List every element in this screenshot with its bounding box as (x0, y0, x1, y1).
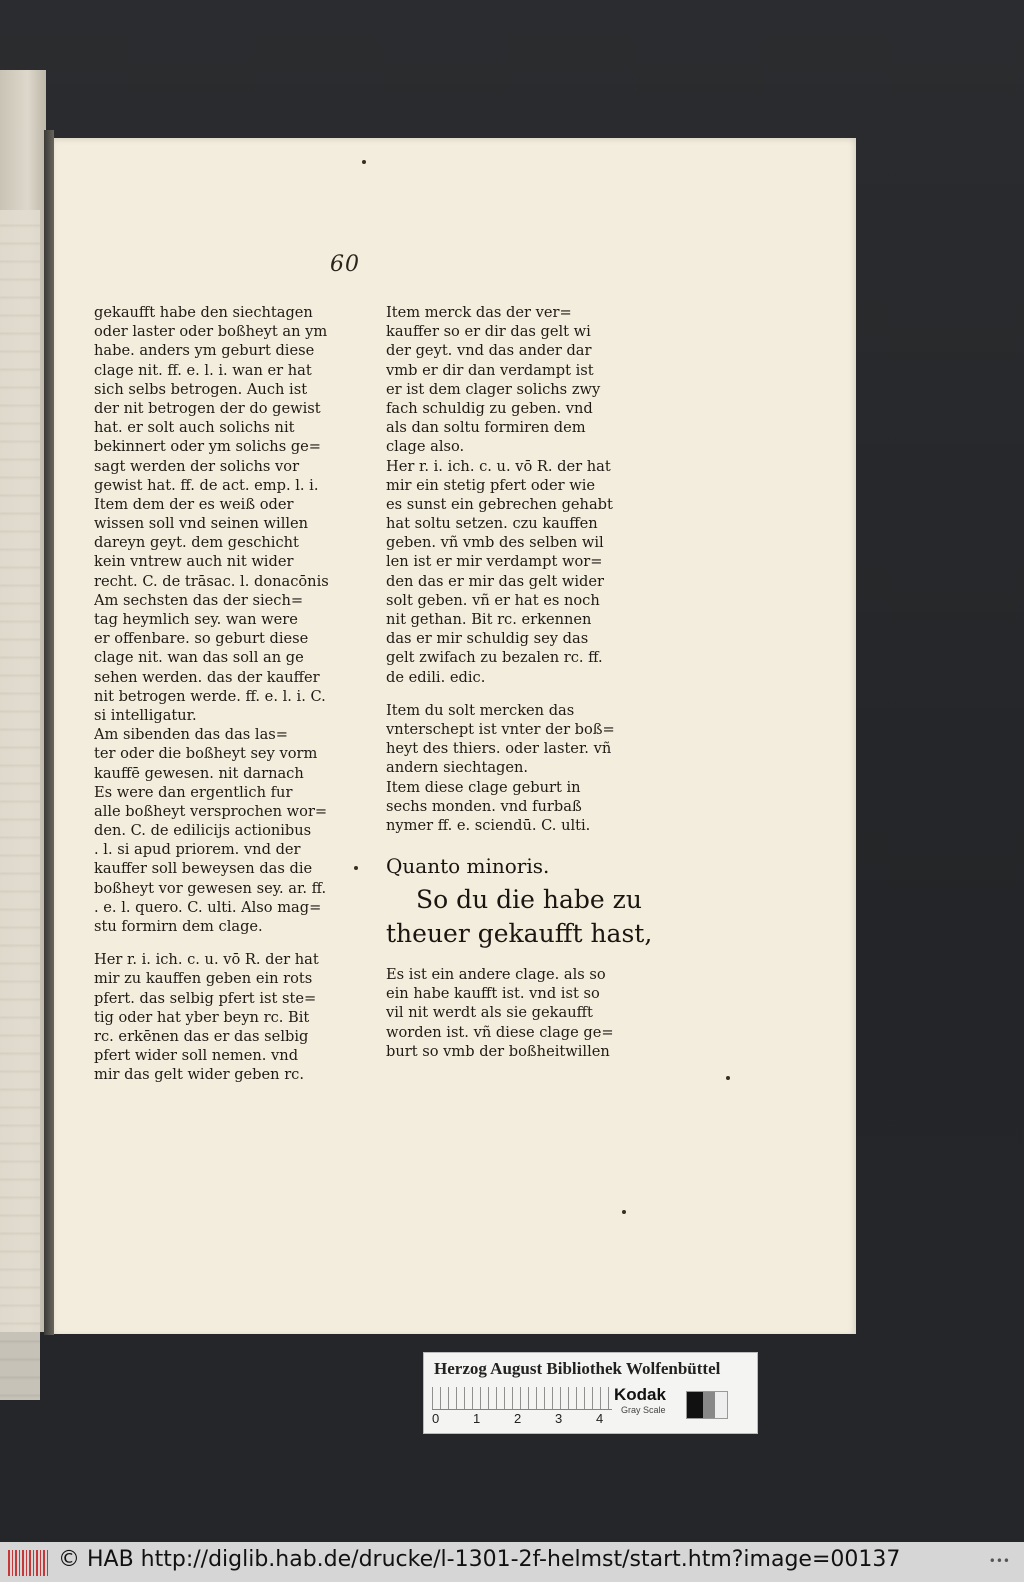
text-line: kauffer soll beweysen das die (94, 860, 313, 878)
text-line: nit betrogen werde. ff. e. l. i. C. (94, 687, 326, 705)
paragraph-gap (386, 687, 626, 701)
more-icon[interactable]: ••• (988, 1554, 1010, 1568)
text-line: mir das gelt wider geben rc. (94, 1066, 304, 1084)
text-line: er ist dem clager solichs zwy (386, 380, 601, 398)
scale-number: 4 (596, 1411, 604, 1426)
text-line: den das er mir das gelt wider (386, 572, 604, 590)
color-calibration-card (423, 1352, 758, 1434)
text-line: vnterschept ist vnter der boß= (386, 720, 615, 738)
text-line: oder laster oder boßheyt an ym (94, 323, 328, 341)
paragraph-gap (94, 936, 344, 950)
scale-number: 0 (432, 1411, 440, 1426)
text-line: Am sechsten das der siech= (94, 591, 304, 609)
text-line: Item du solt mercken das (386, 701, 575, 719)
text-line: Item merck das der ver= (386, 304, 572, 321)
gray-scale-swatch (686, 1391, 728, 1419)
text-line: alle boßheyt versprochen wor= (94, 802, 328, 820)
text-line: . l. si apud priorem. vnd der (94, 841, 301, 859)
text-line: . e. l. quero. C. ulti. Also mag= (94, 898, 322, 916)
gray-scale-label: Gray Scale (621, 1405, 666, 1415)
scale-ruler (432, 1387, 612, 1410)
right-column-top-text (386, 303, 626, 835)
left-text-column (94, 303, 344, 1085)
text-line: andern siechtagen. (386, 759, 529, 777)
text-line: Am sibenden das das las= (94, 726, 288, 744)
spacer (386, 951, 626, 965)
text-line: rc. erkēnen das er das selbig (94, 1027, 309, 1045)
section-heading-line-1: So du die habe zu (416, 885, 642, 915)
text-line: vil nit werdt als sie gekaufft (386, 1004, 593, 1022)
text-line: nit gethan. Bit rc. erkennen (386, 611, 592, 628)
text-line: nymer ff. e. sciendū. C. ulti. (386, 816, 591, 834)
text-line: Es were dan ergentlich fur (94, 783, 293, 801)
previous-page-text-edge (0, 210, 40, 1400)
text-line: ter oder die boßheyt sey vorm (94, 745, 318, 763)
text-line: len ist er mir verdampt wor= (386, 553, 603, 571)
text-line: der nit betrogen der do gewist (94, 399, 321, 417)
ink-speck (726, 1076, 730, 1080)
text-line: kauffer so er dir das gelt wi (386, 323, 591, 341)
folio-number: 60 (330, 252, 360, 277)
text-line: gelt zwifach zu bezalen rc. ff. (386, 649, 603, 667)
ink-speck (354, 866, 358, 870)
text-line: Item dem der es weiß oder (94, 495, 294, 513)
text-line: sehen werden. das der kauffer (94, 668, 320, 686)
text-line: Her r. i. ich. c. u. vō R. der hat (386, 457, 611, 475)
section-heading-line-2: theuer gekaufft hast, (386, 919, 653, 949)
text-line: Item diese clage geburt in (386, 778, 581, 796)
text-line: vmb er dir dan verdampt ist (386, 361, 594, 379)
right-text-column (386, 303, 653, 1061)
text-line: das er mir schuldig sey das (386, 630, 589, 648)
text-line: sagt werden der solichs vor (94, 457, 300, 475)
text-line: recht. C. de trāsac. l. donacōnis (94, 572, 329, 590)
text-line: mir ein stetig pfert oder wie (386, 476, 596, 494)
section-heading-latin: Quanto minoris. (386, 854, 550, 879)
text-line: pfert wider soll nemen. vnd (94, 1047, 299, 1065)
text-line: es sunst ein gebrechen gehabt (386, 495, 613, 513)
spacer (386, 835, 626, 849)
library-name: Herzog August Bibliothek Wolfenbüttel (434, 1359, 721, 1378)
text-line: sich selbs betrogen. Auch ist (94, 380, 308, 398)
text-line: hat. er solt auch solichs nit (94, 419, 295, 437)
text-line: Her r. i. ich. c. u. vō R. der hat (94, 951, 319, 969)
text-line: ein habe kaufft ist. vnd ist so (386, 985, 600, 1003)
text-line: gewist hat. ff. de act. emp. l. i. (94, 476, 319, 494)
text-line: hat soltu setzen. czu kauffen (386, 515, 598, 533)
text-line: geben. vñ vmb des selben wil (386, 534, 604, 552)
text-line: worden ist. vñ diese clage ge= (386, 1023, 614, 1041)
footer-copyright-url[interactable]: © HAB http://diglib.hab.de/drucke/l-1301-2f-helmst/start.htm?image=00137 (58, 1547, 901, 1572)
text-line: dareyn geyt. dem geschicht (94, 534, 299, 552)
text-line: clage nit. ff. e. l. i. wan er hat (94, 361, 312, 379)
scale-number: 3 (555, 1411, 563, 1426)
text-line: boßheyt vor gewesen sey. ar. ff. (94, 879, 327, 897)
text-line: tag heymlich sey. wan were (94, 611, 298, 628)
hab-logo-icon (8, 1550, 48, 1576)
book-gutter (44, 130, 54, 1335)
text-line: sechs monden. vnd furbaß (386, 797, 582, 815)
text-line: er offenbare. so geburt diese (94, 630, 309, 648)
text-line: mir zu kauffen geben ein rots (94, 970, 313, 988)
text-line: pfert. das selbig pfert ist ste= (94, 989, 317, 1007)
text-line: bekinnert oder ym solichs ge= (94, 438, 322, 456)
scale-numbers (432, 1411, 622, 1427)
text-line: clage nit. wan das soll an ge (94, 649, 304, 667)
text-line: clage also. (386, 438, 465, 456)
text-line: si intelligatur. (94, 706, 197, 724)
text-line: den. C. de edilicijs actionibus (94, 822, 312, 840)
right-column-bottom-text (386, 965, 626, 1061)
text-line: solt geben. vñ er hat es noch (386, 591, 600, 609)
text-line: fach schuldig zu geben. vnd (386, 399, 593, 417)
text-line: wissen soll vnd seinen willen (94, 515, 309, 533)
previous-page-edge (0, 70, 46, 1332)
ink-speck (362, 160, 366, 164)
scale-number: 2 (514, 1411, 522, 1426)
text-line: kauffē gewesen. nit darnach (94, 764, 304, 782)
text-line: stu formirn dem clage. (94, 918, 263, 935)
ink-speck (622, 1210, 626, 1214)
text-line: Es ist ein andere clage. als so (386, 966, 606, 984)
scale-number: 1 (473, 1411, 481, 1426)
text-line: kein vntrew auch nit wider (94, 553, 294, 571)
kodak-logo: Kodak (614, 1385, 666, 1404)
text-line: burt so vmb der boßheitwillen (386, 1042, 610, 1060)
footer-bar (0, 1542, 1024, 1582)
text-line: tig oder hat yber beyn rc. Bit (94, 1008, 310, 1026)
text-line: der geyt. vnd das ander dar (386, 342, 592, 360)
text-line: heyt des thiers. oder laster. vñ (386, 740, 612, 758)
text-line: als dan soltu formiren dem (386, 419, 586, 437)
text-line: habe. anders ym geburt diese (94, 342, 315, 360)
text-line: de edili. edic. (386, 668, 486, 686)
text-line: gekaufft habe den siechtagen (94, 304, 313, 321)
